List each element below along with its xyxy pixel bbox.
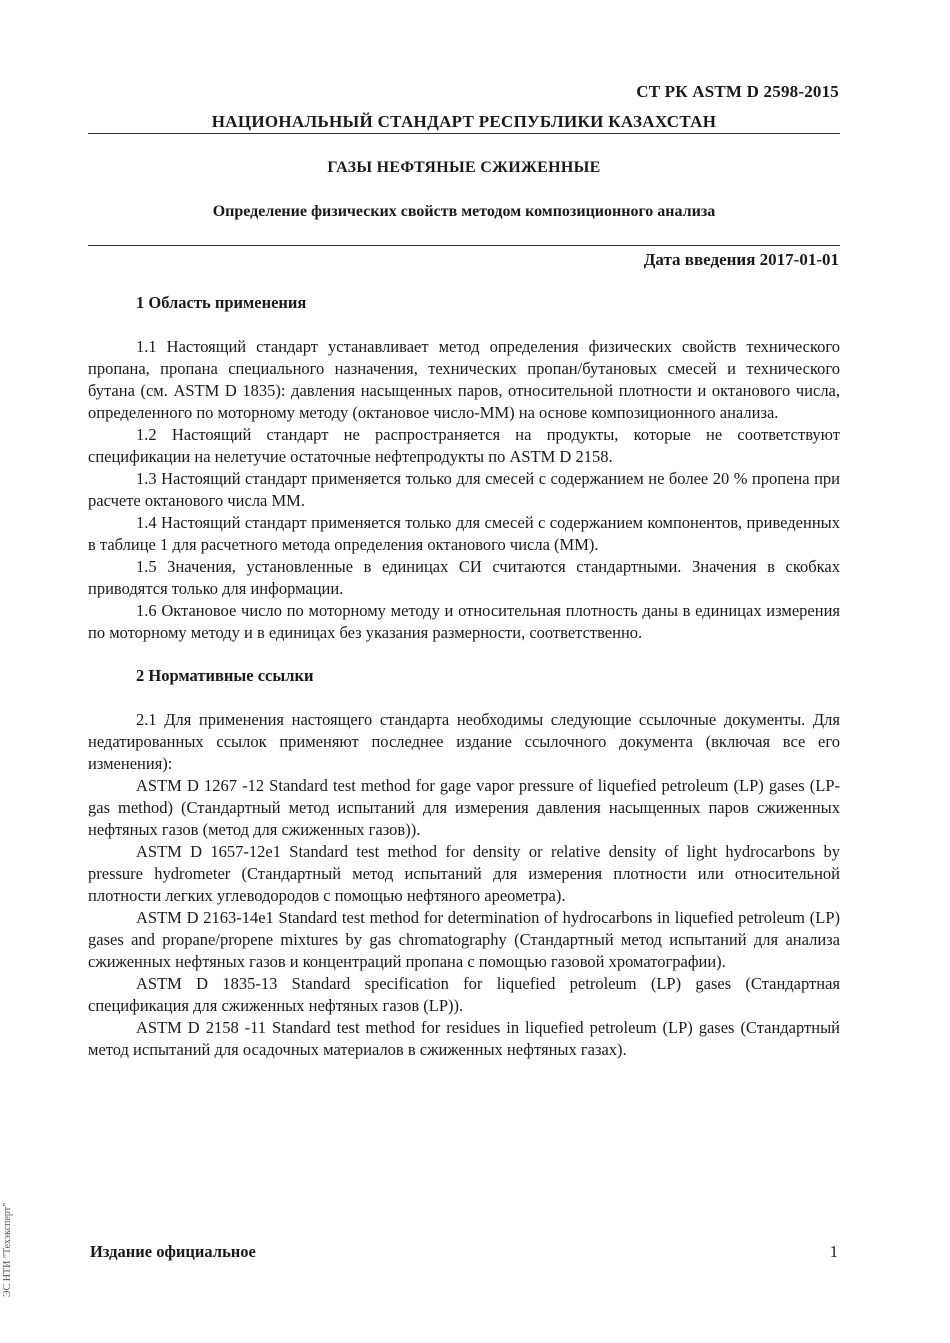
reference-astm-d2163: ASTM D 2163-14e1 Standard test method for determination of hydrocarbons in liquefied petroleum (LP) gases and propane/propene mixtures by gas chromatography (Стандартный метод испытаний для анализа сжиженных нефтяных газов и концентраций пропана с помощью газовой хроматографии). bbox=[88, 908, 840, 971]
document-body bbox=[88, 292, 840, 1061]
reference-astm-d1835: ASTM D 1835-13 Standard specification for liquefied petroleum (LP) gases (Стандартная спецификация для сжиженных нефтяных газов (LP)). bbox=[88, 974, 840, 1015]
reference-astm-d1267: ASTM D 1267 -12 Standard test method for gage vapor pressure of liquefied petroleum (LP) gases (LP-gas method) (Стандартный метод испытаний для измерения давления насыщенных паров сжиженных нефтяных газов (метод для сжиженных газов)). bbox=[88, 776, 840, 839]
introduction-date: Дата введения 2017-01-01 bbox=[643, 250, 839, 269]
paragraph-1-1: 1.1 Настоящий стандарт устанавливает метод определения физических свойств технического пропана, пропана специального назначения, технических пропан/бутановых смесей и технического бутана (см. ASTM D 1835): давления насыщенных паров, относительной плотности и октанового числа, определенного по моторному методу (октановое число-ММ) на основе композиционного анализа. bbox=[88, 337, 840, 422]
national-standard-heading: НАЦИОНАЛЬНЫЙ СТАНДАРТ РЕСПУБЛИКИ КАЗАХСТАН bbox=[211, 112, 717, 131]
reference-astm-d2158: ASTM D 2158 -11 Standard test method for residues in liquefied petroleum (LP) gases (Стандартный метод испытаний для осадочных материалов в сжиженных нефтяных газах). bbox=[88, 1018, 840, 1059]
section-2-heading: 2 Нормативные ссылки bbox=[136, 666, 314, 685]
page-number: 1 bbox=[829, 1242, 838, 1261]
document-title: ГАЗЫ НЕФТЯНЫЕ СЖИЖЕННЫЕ bbox=[327, 159, 601, 176]
official-edition-label: Издание официальное bbox=[90, 1242, 256, 1261]
header-divider bbox=[88, 133, 840, 134]
title-divider bbox=[88, 245, 840, 246]
section-gap bbox=[88, 644, 840, 665]
paragraph-1-4: 1.4 Настоящий стандарт применяется только для смесей с содержанием компонентов, приведенных в таблице 1 для расчетного метода определения октанового числа (ММ). bbox=[88, 513, 840, 554]
document-subtitle: Определение физических свойств методом композиционного анализа bbox=[212, 203, 716, 220]
document-code: СТ РК ASTM D 2598-2015 bbox=[636, 82, 839, 101]
side-watermark: ЭС НТИ "Техэксперт" bbox=[2, 1202, 13, 1297]
reference-astm-d1657: ASTM D 1657-12e1 Standard test method for density or relative density of light hydrocarbons by pressure hydrometer (Стандартный метод испытаний для измерения плотности или относительной плотности легких углеводородов с помощью нефтяного ареометра). bbox=[88, 842, 840, 905]
paragraph-1-2: 1.2 Настоящий стандарт не распространяется на продукты, которые не соответствуют спецификации на нелетучие остаточные нефтепродукты по ASTM D 2158. bbox=[88, 425, 840, 466]
section-1-heading: 1 Область применения bbox=[136, 293, 307, 312]
paragraph-1-5: 1.5 Значения, установленные в единицах СИ считаются стандартными. Значения в скобках приводятся только для информации. bbox=[88, 557, 840, 598]
paragraph-1-6: 1.6 Октановое число по моторному методу и относительная плотность даны в единицах измерения по моторному методу и в единицах без указания размерности, соответственно. bbox=[88, 601, 840, 642]
paragraph-1-3: 1.3 Настоящий стандарт применяется только для смесей с содержанием не более 20 % пропена при расчете октанового числа ММ. bbox=[88, 469, 840, 510]
paragraph-2-1: 2.1 Для применения настоящего стандарта необходимы следующие ссылочные документы. Для недатированных ссылок применяют последнее издание ссылочного документа (включая все его изменения): bbox=[88, 710, 840, 773]
